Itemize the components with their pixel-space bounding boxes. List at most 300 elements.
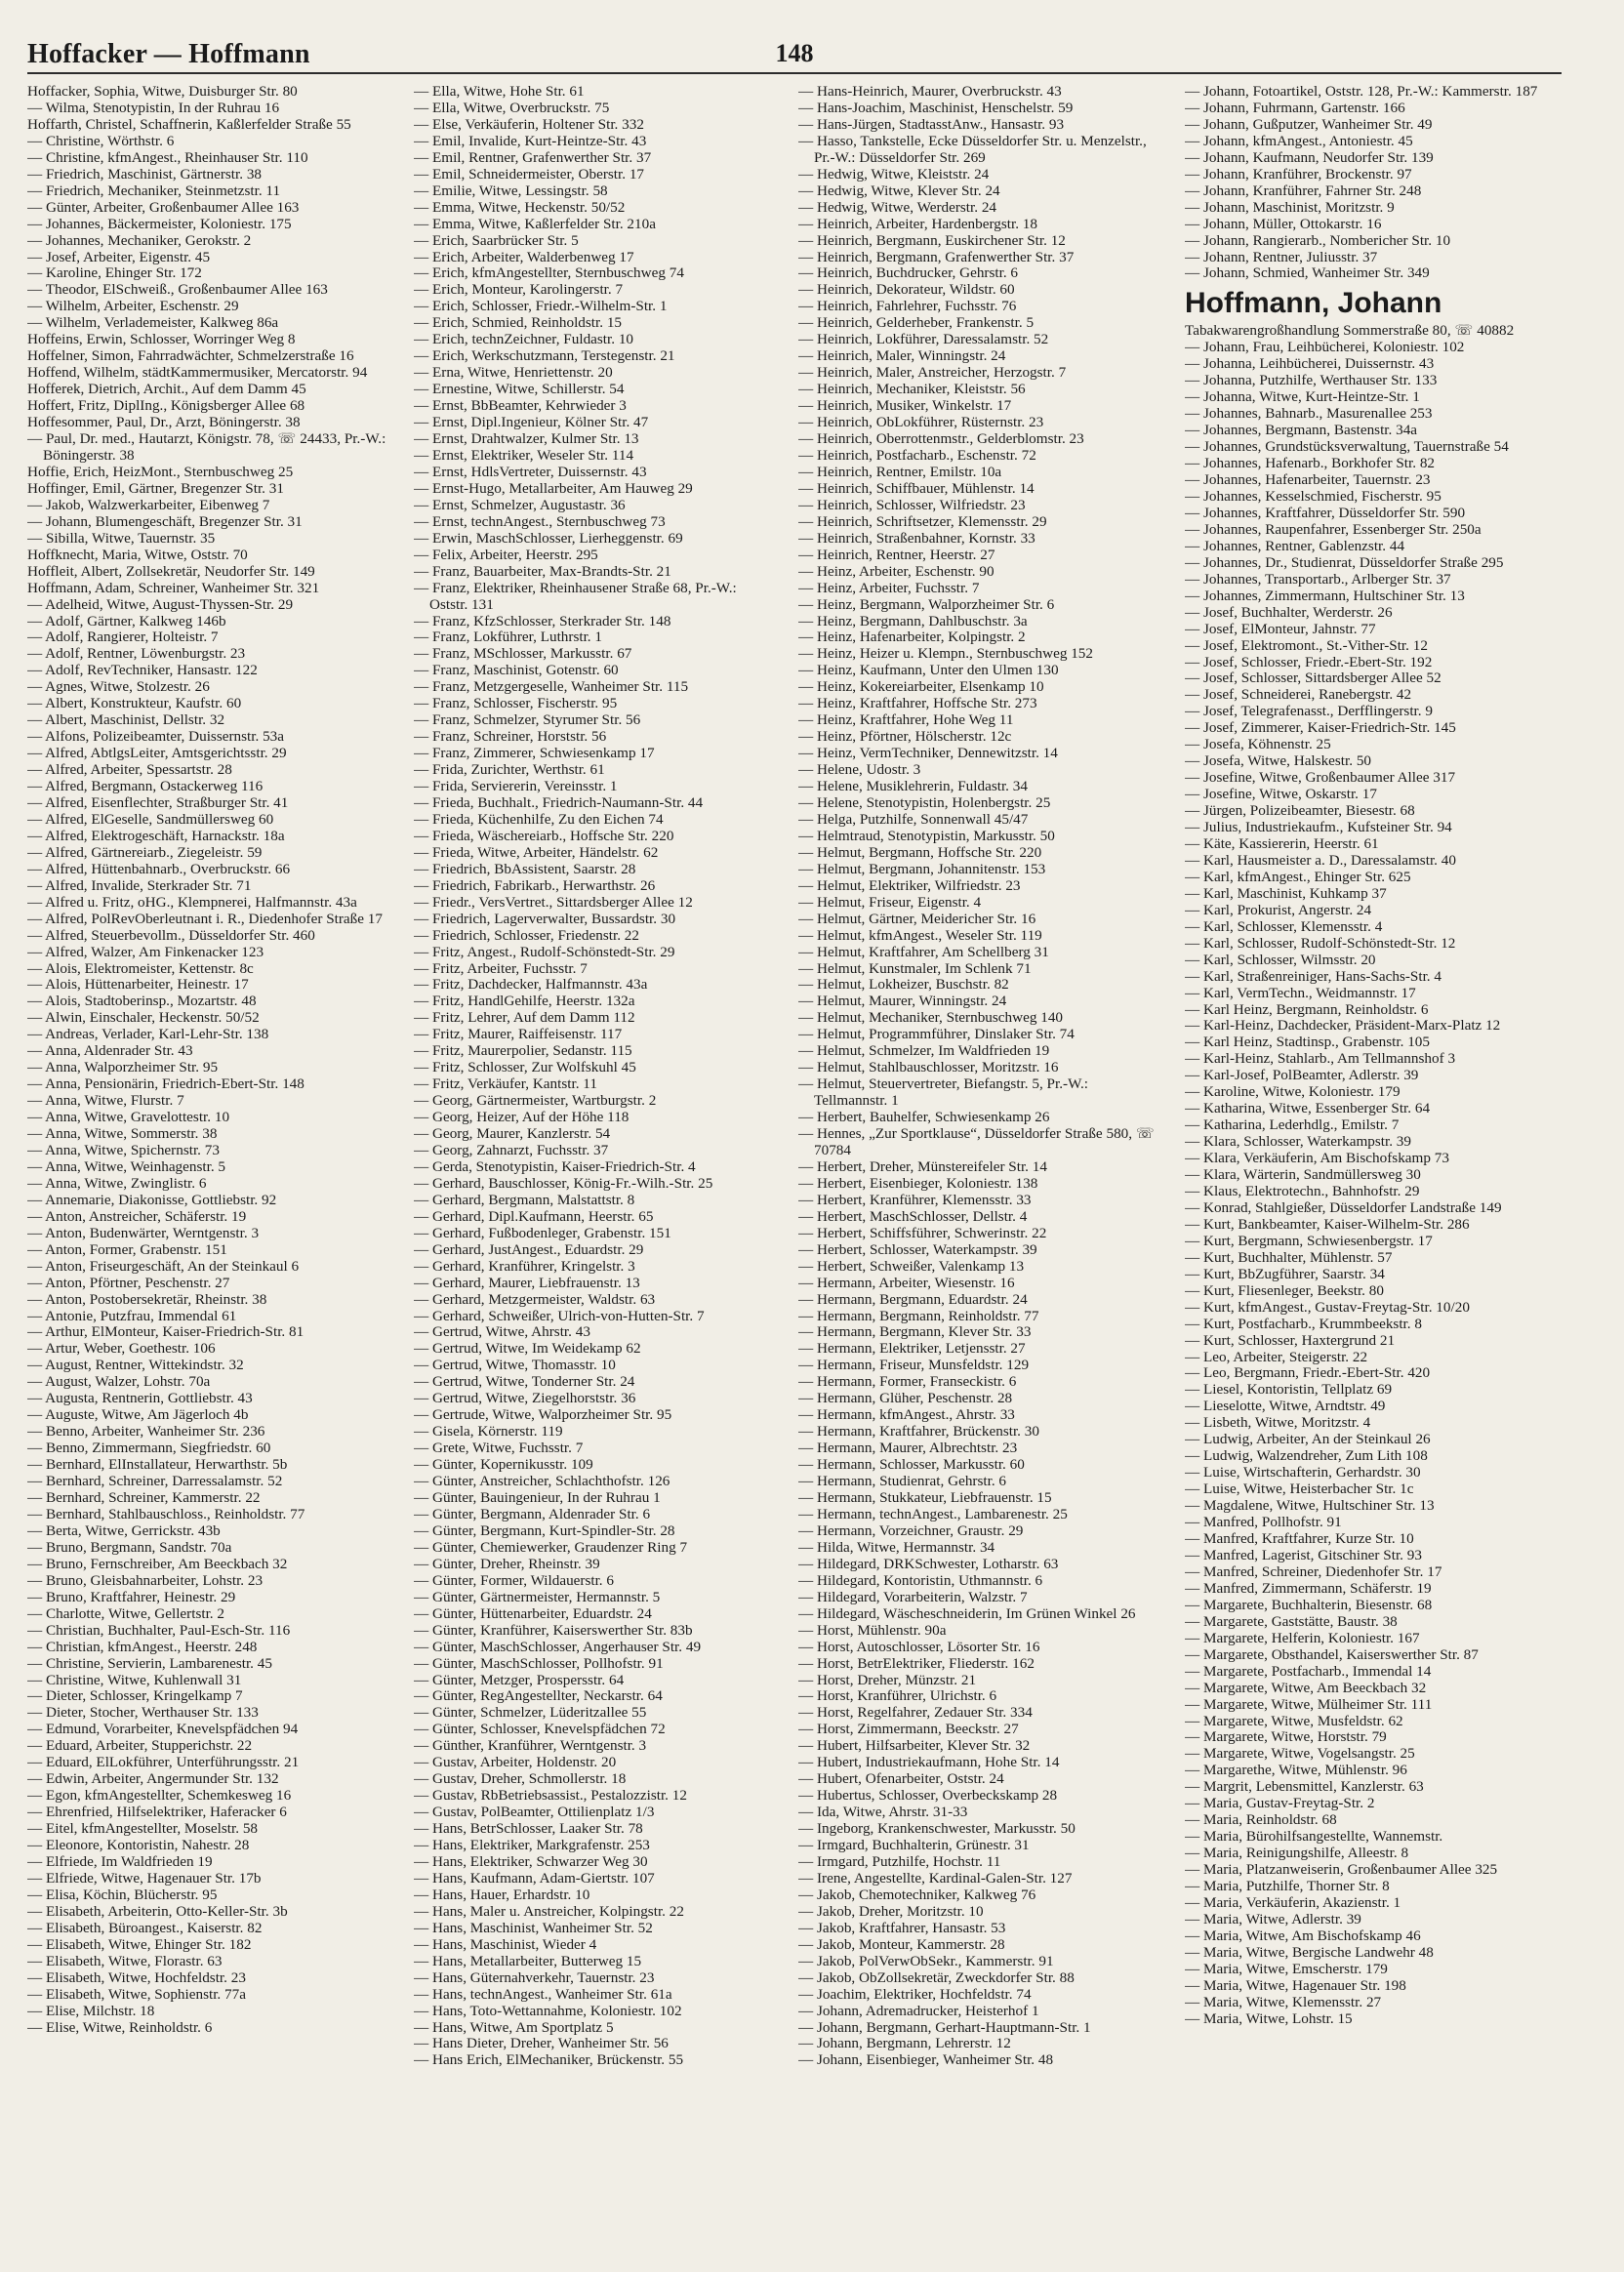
- page-number: 148: [775, 39, 814, 67]
- directory-entry: — Wilhelm, Arbeiter, Eschenstr. 29: [27, 298, 239, 315]
- directory-entry: — Benno, Zimmermann, Siegfriedstr. 60: [27, 1440, 271, 1457]
- directory-entry: — Josef, Buchhalter, Werderstr. 26: [1185, 603, 1393, 621]
- directory-entry: Hoffarth, Christel, Schaffnerin, Kaßlerfelder Straße 55: [27, 115, 351, 133]
- directory-entry: — Ernst-Hugo, Metallarbeiter, Am Hauweg 29: [414, 479, 693, 497]
- directory-entry: — Karl-Heinz, Dachdecker, Präsident-Marx-Platz 12: [1185, 1017, 1501, 1035]
- directory-entry: — Anna, Witwe, Zwinglistr. 6: [27, 1174, 207, 1192]
- directory-entry: — Anton, Friseurgeschäft, An der Steinkaul 6: [27, 1257, 300, 1275]
- entry-heading: Hoffmann, Johann: [1185, 287, 1442, 320]
- directory-entry: — Günter, RegAngestellter, Neckarstr. 64: [414, 1687, 663, 1705]
- directory-entry: — Maria, Verkäuferin, Akazienstr. 1: [1185, 1893, 1401, 1911]
- directory-entry: — Johann, Fotoartikel, Oststr. 128, Pr.-W.: Kammerstr. 187: [1185, 84, 1538, 100]
- directory-entry: — Erich, Schmied, Reinholdstr. 15: [414, 314, 623, 332]
- directory-entry: — Ernst, Dipl.Ingenieur, Kölner Str. 47: [414, 414, 649, 431]
- directory-entry: — Eleonore, Kontoristin, Nahestr. 28: [27, 1837, 250, 1854]
- directory-entry: — Jakob, Monteur, Kammerstr. 28: [798, 1935, 1005, 1953]
- directory-entry: — Maria, Witwe, Bergische Landwehr 48: [1185, 1943, 1434, 1961]
- directory-entry: — Felix, Arbeiter, Heerstr. 295: [414, 546, 598, 563]
- directory-entry: — Günter, Dreher, Rheinstr. 39: [414, 1555, 600, 1572]
- directory-entry: — Erich, Werkschutzmann, Terstegenstr. 21: [414, 347, 675, 365]
- directory-entry: — Gertrud, Witwe, Thomasstr. 10: [414, 1357, 616, 1374]
- directory-entry: — Josef, Telegrafenasst., Derfflingerstr. 9: [1185, 703, 1433, 720]
- directory-entry: — Frida, Zurichter, Werthstr. 61: [414, 761, 605, 779]
- directory-entry: — Bruno, Gleisbahnarbeiter, Lohstr. 23: [27, 1571, 264, 1589]
- directory-entry: — Manfred, Zimmermann, Schäferstr. 19: [1185, 1579, 1432, 1597]
- directory-entry: — Johannes, Raupenfahrer, Essenberger Str. 250a: [1185, 520, 1482, 538]
- directory-entry: — Margarete, Witwe, Mülheimer Str. 111: [1185, 1695, 1433, 1713]
- column-4: [1185, 84, 1546, 2260]
- directory-entry: — Franz, Maschinist, Gotenstr. 60: [414, 662, 619, 679]
- directory-entry: — Kurt, BbZugführer, Saarstr. 34: [1185, 1265, 1385, 1282]
- directory-entry: — Kurt, Bankbeamter, Kaiser-Wilhelm-Str. 286: [1185, 1215, 1470, 1233]
- directory-entry: — Heinz, Bergmann, Walporzheimer Str. 6: [798, 595, 1055, 613]
- directory-entry: — Franz, MSchlosser, Markusstr. 67: [414, 645, 632, 663]
- directory-entry: — Gustav, Dreher, Schmollerstr. 18: [414, 1770, 627, 1788]
- directory-entry: — Hans, Elektriker, Schwarzer Weg 30: [414, 1852, 648, 1870]
- directory-entry: — Hermann, Bergmann, Klever Str. 33: [798, 1323, 1032, 1341]
- directory-entry: — Hermann, Friseur, Munsfeldstr. 129: [798, 1357, 1030, 1374]
- directory-entry: — Alfred, PolRevOberleutnant i. R., Diedenhofer Straße 17: [27, 910, 383, 927]
- directory-entry: — Frida, Serviererin, Vereinsstr. 1: [414, 778, 618, 795]
- directory-entry: — Karl, VermTechn., Weidmannstr. 17: [1185, 984, 1416, 1001]
- directory-entry: — Karl, Straßenreiniger, Hans-Sachs-Str. 4: [1185, 967, 1441, 985]
- directory-entry: — Augusta, Rentnerin, Gottliebstr. 43: [27, 1390, 253, 1407]
- directory-entry: — Franz, KfzSchlosser, Sterkrader Str. 148: [414, 612, 671, 629]
- directory-entry: — Bruno, Bergmann, Sandstr. 70a: [27, 1538, 232, 1556]
- directory-entry: — Manfred, Kraftfahrer, Kurze Str. 10: [1185, 1530, 1414, 1548]
- directory-entry: — Benno, Arbeiter, Wanheimer Str. 236: [27, 1423, 265, 1440]
- directory-entry: — Margarete, Buchhalterin, Biesenstr. 68: [1185, 1596, 1433, 1613]
- directory-entry: — Heinrich, Rentner, Emilstr. 10a: [798, 463, 1002, 480]
- directory-entry: — Heinrich, Straßenbahner, Kornstr. 33: [798, 529, 1035, 547]
- directory-entry: — Andreas, Verlader, Karl-Lehr-Str. 138: [27, 1026, 269, 1043]
- directory-entry: — Johannes, Dr., Studienrat, Düsseldorfer Straße 295: [1185, 553, 1504, 571]
- directory-entry: — Adolf, RevTechniker, Hansastr. 122: [27, 662, 258, 679]
- directory-entry: — Frieda, Witwe, Arbeiter, Händelstr. 62: [414, 843, 659, 861]
- directory-entry: — Julius, Industriekaufm., Kufsteiner Str. 94: [1185, 819, 1452, 836]
- directory-entry: — Günter, Chemiewerker, Graudenzer Ring 7: [414, 1538, 688, 1556]
- directory-entry: — Elise, Milchstr. 18: [27, 2002, 155, 2019]
- directory-entry: — Fritz, Verkäufer, Kantstr. 11: [414, 1075, 597, 1093]
- directory-entry: — Johann, Schmied, Wanheimer Str. 349: [1185, 264, 1430, 282]
- directory-entry: — Heinrich, ObLokführer, Rüsternstr. 23: [798, 414, 1044, 431]
- directory-entry: — Johann, Blumengeschäft, Bregenzer Str. 31: [27, 512, 303, 530]
- directory-entry: — Hans, Metallarbeiter, Butterweg 15: [414, 1952, 642, 1969]
- directory-entry: Hoffleit, Albert, Zollsekretär, Neudorfer Str. 149: [27, 562, 315, 580]
- directory-entry: — Gustav, Arbeiter, Holdenstr. 20: [414, 1754, 617, 1771]
- directory-entry: Hoffeins, Erwin, Schlosser, Worringer Weg 8: [27, 331, 296, 348]
- directory-entry: — Heinrich, Postfacharb., Eschenstr. 72: [798, 446, 1036, 464]
- directory-entry: — Gertrude, Witwe, Walporzheimer Str. 95: [414, 1406, 672, 1424]
- directory-entry: — Arthur, ElMonteur, Kaiser-Friedrich-Str. 81: [27, 1323, 304, 1341]
- directory-entry: — Helmut, Mechaniker, Sternbuschweg 140: [798, 1009, 1064, 1027]
- directory-entry: — Herbert, Schiffsführer, Schwerinstr. 22: [798, 1224, 1047, 1241]
- directory-entry: — Kurt, Buchhalter, Mühlenstr. 57: [1185, 1248, 1393, 1266]
- directory-entry: — Hildegard, Vorarbeiterin, Walzstr. 7: [798, 1588, 1028, 1605]
- directory-entry: — Eduard, Arbeiter, Stupperichstr. 22: [27, 1737, 253, 1755]
- directory-entry: — Hermann, Schlosser, Markusstr. 60: [798, 1456, 1025, 1474]
- directory-entry: — Lieselotte, Witwe, Arndtstr. 49: [1185, 1398, 1386, 1415]
- directory-entry: — Johannes, Kraftfahrer, Düsseldorfer Str. 590: [1185, 504, 1466, 521]
- directory-entry: — Hermann, Bergmann, Reinholdstr. 77: [798, 1307, 1039, 1324]
- directory-entry: — Horst, Regelfahrer, Zedauer Str. 334: [798, 1704, 1033, 1722]
- directory-entry: — Georg, Heizer, Auf der Höhe 118: [414, 1109, 629, 1126]
- column-3: [798, 84, 1159, 2260]
- directory-entry: — Günter, Arbeiter, Großenbaumer Allee 163: [27, 198, 300, 216]
- directory-entry: — Heinrich, Fahrlehrer, Fuchsstr. 76: [798, 298, 1017, 315]
- directory-entry: — Horst, Autoschlosser, Lösorter Str. 16: [798, 1638, 1040, 1655]
- directory-entry: — Johanna, Leihbücherei, Duissernstr. 43: [1185, 355, 1435, 373]
- directory-entry: — Günter, MaschSchlosser, Angerhauser Str. 49: [414, 1638, 702, 1655]
- directory-entry: — Johann, Kaufmann, Neudorfer Str. 139: [1185, 148, 1434, 166]
- directory-entry: — Adolf, Rangierer, Holteistr. 7: [27, 629, 219, 646]
- directory-entry: — Heinrich, Gelderheber, Frankenstr. 5: [798, 314, 1035, 332]
- directory-entry: — Hans, Güternahverkehr, Tauernstr. 23: [414, 1968, 655, 1986]
- directory-entry: — Alfred, Steuerbevollm., Düsseldorfer Str. 460: [27, 926, 315, 944]
- directory-entry: — Johannes, Hafenarb., Borkhofer Str. 82: [1185, 455, 1436, 472]
- directory-entry: — Josef, Arbeiter, Eigenstr. 45: [27, 248, 211, 265]
- directory-entry: — Elise, Witwe, Reinholdstr. 6: [27, 2018, 213, 2036]
- directory-entry: — Johanna, Putzhilfe, Werthauser Str. 133: [1185, 372, 1438, 389]
- directory-entry: — Horst, BetrElektriker, Fliederstr. 162: [798, 1654, 1035, 1672]
- directory-entry: — Anton, Postobersekretär, Rheinstr. 38: [27, 1290, 267, 1308]
- directory-entry: — Leo, Bergmann, Friedr.-Ebert-Str. 420: [1185, 1364, 1431, 1382]
- directory-entry: — Josefa, Köhnenstr. 25: [1185, 736, 1331, 753]
- directory-entry: — Herbert, Eisenbieger, Koloniestr. 138: [798, 1174, 1038, 1192]
- directory-entry: — Günter, Hüttenarbeiter, Eduardstr. 24: [414, 1604, 652, 1622]
- directory-entry: — Gerhard, Dipl.Kaufmann, Heerstr. 65: [414, 1207, 654, 1225]
- directory-entry: — Hilda, Witwe, Hermannstr. 34: [798, 1538, 995, 1556]
- directory-entry: — Lisbeth, Witwe, Moritzstr. 4: [1185, 1414, 1371, 1432]
- directory-entry: — Friedr., VersVertret., Sittardsberger Allee 12: [414, 893, 693, 911]
- directory-entry: — Auguste, Witwe, Am Jägerloch 4b: [27, 1406, 249, 1424]
- directory-entry: — Hermann, technAngest., Lambarenestr. 25: [798, 1505, 1068, 1522]
- directory-entry: — Hedwig, Witwe, Kleiststr. 24: [798, 165, 990, 183]
- directory-entry: — Günter, Bergmann, Kurt-Spindler-Str. 28: [414, 1521, 675, 1539]
- directory-entry: — Karl, Hausmeister a. D., Daressalamstr. 40: [1185, 851, 1456, 869]
- directory-entry: — Elisa, Köchin, Blücherstr. 95: [27, 1886, 218, 1903]
- directory-entry: — Helene, Musiklehrerin, Fuldastr. 34: [798, 778, 1028, 795]
- directory-entry: — Friedrich, Mechaniker, Steinmetzstr. 11: [27, 182, 281, 199]
- directory-entry: — Alfred, Eisenflechter, Straßburger Str. 41: [27, 793, 289, 811]
- directory-entry: — Magdalene, Witwe, Hultschiner Str. 13: [1185, 1497, 1435, 1515]
- directory-entry: — Fritz, HandlGehilfe, Heerstr. 132a: [414, 993, 635, 1010]
- directory-entry: — Ida, Witwe, Ahrstr. 31-33: [798, 1804, 968, 1821]
- directory-entry: — Johannes, Rentner, Gablenzstr. 44: [1185, 537, 1405, 554]
- directory-entry: — Franz, Schmelzer, Styrumer Str. 56: [414, 711, 641, 729]
- directory-entry: — Helmut, Schmelzer, Im Waldfrieden 19: [798, 1042, 1050, 1060]
- directory-entry: — Maria, Gustav-Freytag-Str. 2: [1185, 1795, 1375, 1812]
- directory-entry: — Fritz, Angest., Rudolf-Schönstedt-Str. 29: [414, 943, 675, 960]
- directory-entry: — Irene, Angestellte, Kardinal-Galen-Str. 127: [798, 1869, 1073, 1887]
- directory-entry: — Franz, Lokführer, Luthrstr. 1: [414, 629, 602, 646]
- directory-entry: — Karl-Josef, PolBeamter, Adlerstr. 39: [1185, 1067, 1419, 1084]
- directory-entry: — Katharina, Lederhdlg., Emilstr. 7: [1185, 1116, 1400, 1134]
- directory-entry: — Kurt, Fliesenleger, Beekstr. 80: [1185, 1281, 1384, 1299]
- directory-entry: — Johannes, Transportarb., Arlberger Str. 37: [1185, 570, 1451, 588]
- directory-entry: — Friedrich, BbAssistent, Saarstr. 28: [414, 860, 636, 877]
- directory-entry: — Josef, Zimmerer, Kaiser-Friedrich-Str. 145: [1185, 719, 1456, 737]
- directory-entry: — Gerhard, Metzgermeister, Waldstr. 63: [414, 1290, 656, 1308]
- directory-entry: — Horst, Mühlenstr. 90a: [798, 1621, 947, 1639]
- directory-entry: — Emma, Witwe, Heckenstr. 50/52: [414, 198, 626, 216]
- directory-entry: — Heinrich, Mechaniker, Kleiststr. 56: [798, 381, 1026, 398]
- directory-entry: — Günter, Gärtnermeister, Hermannstr. 5: [414, 1588, 661, 1605]
- directory-entry: — Günter, Anstreicher, Schlachthofstr. 126: [414, 1473, 670, 1490]
- directory-entry: — Irmgard, Buchhalterin, Grünestr. 31: [798, 1837, 1030, 1854]
- directory-entry: — Günter, Metzger, Prospersstr. 64: [414, 1671, 625, 1688]
- directory-entry: — Kurt, Bergmann, Schwiesenbergstr. 17: [1185, 1232, 1433, 1249]
- directory-entry: — Erich, kfmAngestellter, Sternbuschweg 74: [414, 264, 684, 282]
- directory-entry: — Klaus, Elektrotechn., Bahnhofstr. 29: [1185, 1183, 1420, 1199]
- directory-entry: — Anna, Pensionärin, Friedrich-Ebert-Str. 148: [27, 1075, 304, 1093]
- directory-entry: — Ingeborg, Krankenschwester, Markusstr. 50: [798, 1820, 1076, 1838]
- directory-entry: — Emil, Rentner, Grafenwerther Str. 37: [414, 148, 652, 166]
- directory-entry: — Margarete, Obsthandel, Kaiserswerther Str. 87: [1185, 1645, 1479, 1663]
- directory-entry: — Helmut, Bergmann, Johannitenstr. 153: [798, 860, 1046, 877]
- directory-entry: — Ella, Witwe, Overbruckstr. 75: [414, 99, 610, 116]
- directory-entry: — Ehrenfried, Hilfselektriker, Haferacker 6: [27, 1804, 287, 1821]
- directory-entry: — Alois, Elektromeister, Kettenstr. 8c: [27, 959, 254, 977]
- directory-entry: — Konrad, Stahlgießer, Düsseldorfer Landstraße 149: [1185, 1198, 1502, 1216]
- directory-entry: — Alwin, Einschaler, Heckenstr. 50/52: [27, 1009, 260, 1027]
- directory-entry: — Helmut, Stahlbauschlosser, Moritzstr. 16: [798, 1059, 1059, 1076]
- directory-entry: — Charlotte, Witwe, Gellertstr. 2: [27, 1604, 224, 1622]
- directory-entry: — Franz, Schlosser, Fischerstr. 95: [414, 695, 618, 712]
- directory-entry: — Ella, Witwe, Hohe Str. 61: [414, 84, 585, 100]
- directory-entry: — Johannes, Hafenarbeiter, Tauernstr. 23: [1185, 471, 1431, 489]
- directory-entry: — Else, Verkäuferin, Holtener Str. 332: [414, 115, 644, 133]
- directory-entry: — Bruno, Kraftfahrer, Heinestr. 29: [27, 1588, 236, 1605]
- directory-entry: — Alfons, Polizeibeamter, Duissernstr. 53a: [27, 728, 285, 746]
- directory-entry: — Hennes, „Zur Sportklause“, Düsseldorfer Straße 580, ☏ 70784: [798, 1125, 1155, 1158]
- directory-entry: — Hildegard, DRKSchwester, Lotharstr. 63: [798, 1555, 1059, 1572]
- directory-entry: — Hedwig, Witwe, Werderstr. 24: [798, 198, 997, 216]
- directory-entry: — Heinrich, Dekorateur, Wildstr. 60: [798, 281, 1015, 299]
- directory-entry: — Johannes, Bäckermeister, Koloniestr. 175: [27, 215, 292, 232]
- directory-entry: — Erna, Witwe, Henriettenstr. 20: [414, 364, 613, 382]
- directory-entry: — Hermann, Arbeiter, Wiesenstr. 16: [798, 1274, 1015, 1291]
- directory-entry: — Alfred, AbtlgsLeiter, Amtsgerichtsstr. 29: [27, 745, 287, 762]
- directory-entry: — Johann, Eisenbieger, Wanheimer Str. 48: [798, 2051, 1054, 2069]
- directory-entry: — Heinz, Kokereiarbeiter, Elsenkamp 10: [798, 678, 1044, 696]
- directory-entry: — Friedrich, Schlosser, Friedenstr. 22: [414, 926, 639, 944]
- directory-entry: — Heinrich, Bergmann, Euskirchener Str. 12: [798, 231, 1066, 249]
- directory-entry: — Johann, kfmAngest., Antoniestr. 45: [1185, 132, 1413, 149]
- directory-entry: — Hans Erich, ElMechaniker, Brückenstr. 55: [414, 2051, 684, 2069]
- directory-entry: — Elisabeth, Witwe, Sophienstr. 77a: [27, 1985, 246, 2003]
- directory-entry: — Hermann, Maurer, Albrechtstr. 23: [798, 1440, 1018, 1457]
- directory-entry: — Georg, Zahnarzt, Fuchsstr. 37: [414, 1142, 609, 1158]
- directory-entry: — Bruno, Fernschreiber, Am Beeckbach 32: [27, 1555, 288, 1572]
- directory-entry: — Adolf, Rentner, Löwenburgstr. 23: [27, 645, 246, 663]
- directory-entry: — Günter, Kopernikusstr. 109: [414, 1456, 593, 1474]
- directory-entry: — Johannes, Mechaniker, Gerokstr. 2: [27, 231, 252, 249]
- directory-entry: — Hans, BetrSchlosser, Laaker Str. 78: [414, 1820, 643, 1838]
- directory-entry: — Franz, Zimmerer, Schwiesenkamp 17: [414, 745, 655, 762]
- directory-entry: — Johann, Müller, Ottokarstr. 16: [1185, 215, 1382, 232]
- directory-entry: — Maria, Witwe, Am Bischofskamp 46: [1185, 1927, 1421, 1944]
- directory-entry: — August, Rentner, Wittekindstr. 32: [27, 1357, 244, 1374]
- directory-entry: — Christian, Buchhalter, Paul-Esch-Str. 116: [27, 1621, 291, 1639]
- directory-entry: — Horst, Kranführer, Ulrichstr. 6: [798, 1687, 997, 1705]
- directory-entry: Hofferek, Dietrich, Archit., Auf dem Damm 45: [27, 381, 306, 398]
- directory-entry: — Maria, Reinigungshilfe, Alleestr. 8: [1185, 1845, 1409, 1862]
- directory-entry: — Berta, Witwe, Gerrickstr. 43b: [27, 1521, 221, 1539]
- directory-entry: — Alfred, Gärtnereiarb., Ziegeleistr. 59: [27, 843, 263, 861]
- directory-entry: — Ernestine, Witwe, Schillerstr. 54: [414, 381, 625, 398]
- directory-entry: — Karl, Schlosser, Rudolf-Schönstedt-Str. 12: [1185, 934, 1456, 952]
- directory-entry: Hoffelner, Simon, Fahrradwächter, Schmelzerstraße 16: [27, 347, 354, 365]
- directory-entry: — Katharina, Witwe, Essenberger Str. 64: [1185, 1100, 1431, 1117]
- directory-entry: — Hermann, Stukkateur, Liebfrauenstr. 15: [798, 1489, 1052, 1507]
- directory-entry: — Josefine, Witwe, Oskarstr. 17: [1185, 786, 1377, 803]
- directory-entry: — Hermann, Studienrat, Gehrstr. 6: [798, 1473, 1007, 1490]
- directory-entry: — Herbert, Schlosser, Waterkampstr. 39: [798, 1240, 1037, 1258]
- directory-entry: — Helmut, Kunstmaler, Im Schlenk 71: [798, 959, 1032, 977]
- directory-entry: — Anna, Witwe, Flurstr. 7: [27, 1092, 184, 1110]
- directory-entry: — Frieda, Buchhalt., Friedrich-Naumann-Str. 44: [414, 793, 704, 811]
- directory-entry: — Hermann, Glüher, Peschenstr. 28: [798, 1390, 1013, 1407]
- directory-entry: — Günter, Bauingenieur, In der Ruhrau 1: [414, 1489, 661, 1507]
- directory-entry: — Karl, kfmAngest., Ehinger Str. 625: [1185, 868, 1411, 885]
- directory-entry: — Margarete, Gaststätte, Baustr. 38: [1185, 1612, 1398, 1630]
- directory-entry: — Hans, Maler u. Anstreicher, Kolpingstr. 22: [414, 1902, 684, 1920]
- directory-entry: — Heinrich, Maler, Winningstr. 24: [798, 347, 1006, 365]
- directory-entry: — Heinrich, Bergmann, Grafenwerther Str. 37: [798, 248, 1075, 265]
- directory-entry: — Johannes, Bahnarb., Masurenallee 253: [1185, 405, 1433, 423]
- directory-entry: — Klara, Verkäuferin, Am Bischofskamp 73: [1185, 1150, 1449, 1167]
- directory-entry: — Alfred, ElGeselle, Sandmüllersweg 60: [27, 810, 274, 828]
- directory-entry: — Jakob, Chemotechniker, Kalkweg 76: [798, 1886, 1036, 1903]
- directory-entry: — Alfred, Invalide, Sterkrader Str. 71: [27, 876, 252, 894]
- directory-entry: — Helmut, Elektriker, Wilfriedstr. 23: [798, 876, 1021, 894]
- directory-entry: — Friedrich, Maschinist, Gärtnerstr. 38: [27, 165, 263, 183]
- directory-entry: — Adolf, Gärtner, Kalkweg 146b: [27, 612, 226, 629]
- directory-entry: — Fritz, Lehrer, Auf dem Damm 112: [414, 1009, 635, 1027]
- directory-entry: — Hermann, Vorzeichner, Graustr. 29: [798, 1521, 1024, 1539]
- directory-entry: — Gerhard, Schweißer, Ulrich-von-Hutten-Str. 7: [414, 1307, 705, 1324]
- directory-entry: — Antonie, Putzfrau, Immendal 61: [27, 1307, 237, 1324]
- directory-entry: — Karl Heinz, Stadtinsp., Grabenstr. 105: [1185, 1034, 1430, 1051]
- directory-entry: — Johann, Rangierarb., Nombericher Str. 10: [1185, 231, 1451, 249]
- page-header: [27, 31, 1562, 70]
- directory-entry: — Jakob, Walzwerkarbeiter, Eibenweg 7: [27, 496, 270, 513]
- directory-entry: — Johannes, Kesselschmied, Fischerstr. 95: [1185, 487, 1441, 505]
- directory-entry: — Anna, Witwe, Sommerstr. 38: [27, 1125, 218, 1143]
- directory-entry: — Elfriede, Witwe, Hagenauer Str. 17b: [27, 1869, 262, 1887]
- directory-entry: — Margarete, Postfacharb., Immendal 14: [1185, 1662, 1432, 1680]
- directory-entry: — Helmut, Friseur, Eigenstr. 4: [798, 893, 982, 911]
- directory-entry: — Ernst, BbBeamter, Kehrwieder 3: [414, 397, 627, 415]
- directory-entry: — Heinz, Kraftfahrer, Hoffsche Str. 273: [798, 695, 1037, 712]
- directory-entry: — Klara, Wärterin, Sandmüllersweg 30: [1185, 1166, 1421, 1184]
- directory-entry: — Elisabeth, Witwe, Hochfeldstr. 23: [27, 1968, 246, 1986]
- directory-entry: — Heinz, Hafenarbeiter, Kolpingstr. 2: [798, 629, 1026, 646]
- directory-entry: — Hans, Elektriker, Markgrafenstr. 253: [414, 1837, 650, 1854]
- directory-entry: — Helga, Putzhilfe, Sonnenwall 45/47: [798, 810, 1029, 828]
- directory-entry: — Liesel, Kontoristin, Tellplatz 69: [1185, 1381, 1393, 1399]
- directory-entry: — Heinrich, Maler, Anstreicher, Herzogstr. 7: [798, 364, 1067, 382]
- directory-entry: — Karl, Schlosser, Wilmsstr. 20: [1185, 951, 1376, 968]
- directory-entry: — Dieter, Schlosser, Kringelkamp 7: [27, 1687, 243, 1705]
- directory-entry: — Günther, Kranführer, Werntgenstr. 3: [414, 1737, 647, 1755]
- directory-entry: — Eduard, ElLokführer, Unterführungsstr. 21: [27, 1754, 300, 1771]
- directory-entry: — Friedrich, Fabrikarb., Herwarthstr. 26: [414, 876, 656, 894]
- directory-entry: — Johann, Kranführer, Fahrner Str. 248: [1185, 182, 1422, 199]
- directory-entry: — Jakob, Dreher, Moritzstr. 10: [798, 1902, 984, 1920]
- directory-entry: — Grete, Witwe, Fuchsstr. 7: [414, 1440, 584, 1457]
- directory-entry: — Klara, Schlosser, Waterkampstr. 39: [1185, 1133, 1411, 1151]
- directory-entry: — Hans, Maschinist, Wieder 4: [414, 1935, 597, 1953]
- directory-entry: — Alfred, Bergmann, Ostackerweg 116: [27, 778, 264, 795]
- directory-entry: — Gertrud, Witwe, Ahrstr. 43: [414, 1323, 590, 1341]
- directory-entry: — Gerhard, Kranführer, Kringelstr. 3: [414, 1257, 635, 1275]
- directory-entry: Tabakwarengroßhandlung Sommerstraße 80, ☏ 40882: [1185, 322, 1515, 340]
- directory-entry: — Heinz, Arbeiter, Fuchsstr. 7: [798, 579, 980, 596]
- directory-entry: — Franz, Elektriker, Rheinhausener Straße 68, Pr.-W.: Oststr. 131: [414, 579, 737, 613]
- directory-entry: — Margarethe, Witwe, Mühlenstr. 96: [1185, 1762, 1407, 1779]
- directory-entry: — Hildegard, Kontoristin, Uthmannstr. 6: [798, 1571, 1043, 1589]
- directory-entry: Hoffmann, Adam, Schreiner, Wanheimer Str. 321: [27, 579, 320, 596]
- directory-entry: — Heinz, Pförtner, Hölscherstr. 12c: [798, 728, 1012, 746]
- directory-entry: — Gertrud, Witwe, Ziegelhorststr. 36: [414, 1390, 636, 1407]
- directory-entry: — Horst, Dreher, Münzstr. 21: [798, 1671, 977, 1688]
- directory-entry: — Maria, Witwe, Emscherstr. 179: [1185, 1960, 1388, 1977]
- directory-entry: — Heinrich, Musiker, Winkelstr. 17: [798, 397, 1012, 415]
- directory-entry: — Egon, kfmAngestellter, Schemkesweg 16: [27, 1787, 292, 1805]
- directory-entry: — Erwin, MaschSchlosser, Lierheggenstr. 69: [414, 529, 683, 547]
- directory-entry: — Kurt, Postfacharb., Krummbeekstr. 8: [1185, 1315, 1422, 1332]
- directory-entry: — Herbert, Dreher, Münstereifeler Str. 14: [798, 1157, 1047, 1175]
- directory-entry: — Erich, Arbeiter, Walderbenweg 17: [414, 248, 634, 265]
- directory-entry: — Fritz, Arbeiter, Fuchsstr. 7: [414, 959, 588, 977]
- directory-entry: — Leo, Arbeiter, Steigerstr. 22: [1185, 1348, 1368, 1365]
- directory-entry: — Herbert, Kranführer, Klemensstr. 33: [798, 1191, 1032, 1208]
- directory-entry: — Hans, Hauer, Erhardstr. 10: [414, 1886, 590, 1903]
- directory-entry: — Heinz, VermTechniker, Dennewitzstr. 14: [798, 745, 1058, 762]
- directory-entry: — Hans-Joachim, Maschinist, Henschelstr. 59: [798, 99, 1074, 116]
- directory-entry: — Alfred, Arbeiter, Spessartstr. 28: [27, 761, 232, 779]
- directory-entry: — Alois, Stadtoberinsp., Mozartstr. 48: [27, 993, 257, 1010]
- directory-entry: — Anna, Witwe, Spichernstr. 73: [27, 1142, 220, 1158]
- column-2: [414, 84, 775, 2260]
- directory-entry: — Hans-Heinrich, Maurer, Overbruckstr. 43: [798, 84, 1062, 100]
- directory-entry: — Hermann, Former, Franseckistr. 6: [798, 1373, 1017, 1391]
- directory-entry: — Heinz, Kraftfahrer, Hohe Weg 11: [798, 711, 1014, 729]
- directory-entry: — Gustav, PolBeamter, Ottilienplatz 1/3: [414, 1804, 655, 1821]
- directory-entry: — Günter, Former, Wildauerstr. 6: [414, 1571, 614, 1589]
- directory-entry: — Gisela, Körnerstr. 119: [414, 1423, 563, 1440]
- directory-entry: — Elisabeth, Witwe, Florastr. 63: [27, 1952, 223, 1969]
- directory-entry: — Georg, Maurer, Kanzlerstr. 54: [414, 1125, 611, 1143]
- directory-entry: — Christian, kfmAngest., Heerstr. 248: [27, 1638, 258, 1655]
- directory-entry: — Helmut, Maurer, Winningstr. 24: [798, 993, 1007, 1010]
- directory-entry: — Christine, kfmAngest., Rheinhauser Str. 110: [27, 148, 308, 166]
- directory-entry: Hoffacker, Sophia, Witwe, Duisburger Str. 80: [27, 84, 298, 100]
- directory-entry: — Karl-Heinz, Stahlarb., Am Tellmannshof 3: [1185, 1050, 1456, 1068]
- directory-entry: — Johann, Adremadrucker, Heisterhof 1: [798, 2002, 1039, 2019]
- directory-entry: — Wilma, Stenotypistin, In der Ruhrau 16: [27, 99, 280, 116]
- directory-entry: — Bernhard, ElInstallateur, Herwarthstr. 5b: [27, 1456, 288, 1474]
- directory-entry: Hoffie, Erich, HeizMont., Sternbuschweg 25: [27, 463, 294, 480]
- directory-entry: — Irmgard, Putzhilfe, Hochstr. 11: [798, 1852, 1001, 1870]
- directory-entry: — Emil, Schneidermeister, Oberstr. 17: [414, 165, 645, 183]
- directory-entry: — Ernst, technAngest., Sternbuschweg 73: [414, 512, 666, 530]
- directory-entry: — Edmund, Vorarbeiter, Knevelspfädchen 94: [27, 1721, 299, 1738]
- directory-entry: — Heinrich, Lokführer, Daressalamstr. 52: [798, 331, 1049, 348]
- directory-entry: Hoffknecht, Maria, Witwe, Oststr. 70: [27, 546, 248, 563]
